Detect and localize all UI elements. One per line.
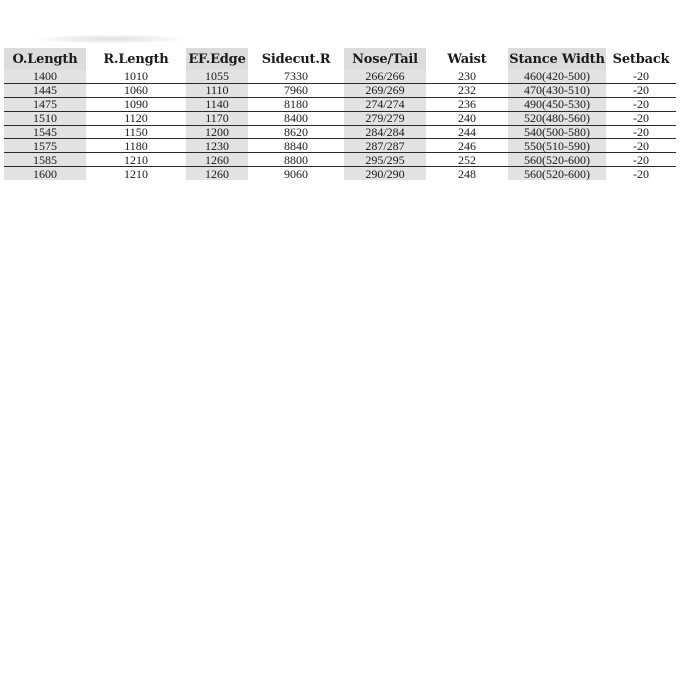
cell-stance-width: 520(480-560) xyxy=(508,111,606,125)
cell-stance-width: 460(420-500) xyxy=(508,70,606,83)
cell-waist: 240 xyxy=(426,111,508,125)
cell-ef-edge: 1055 xyxy=(186,70,248,83)
cell-o-length: 1600 xyxy=(4,167,86,180)
cell-waist: 248 xyxy=(458,166,476,181)
cell-setback: -20 xyxy=(606,111,676,125)
cell-waist: 246 xyxy=(426,139,508,153)
header-o-length: O.Length xyxy=(4,48,86,70)
cell-stance-width: 550(510-590) xyxy=(508,139,606,153)
cell-setback: -20 xyxy=(606,153,676,167)
table-row xyxy=(4,111,676,125)
table-row xyxy=(4,153,676,167)
cell-waist: 252 xyxy=(426,153,508,167)
cell-waist: 236 xyxy=(426,97,508,111)
table-row xyxy=(4,97,676,111)
cell-waist: 230 xyxy=(426,70,508,83)
header-stance-width: Stance Width xyxy=(508,48,606,70)
cell-setback: -20 xyxy=(606,125,676,139)
cell-o-length: 1445 xyxy=(4,83,86,97)
cell-nose-tail: 269/269 xyxy=(344,83,426,97)
cell-o-length: 1585 xyxy=(4,153,86,167)
header-ef-edge: EF.Edge xyxy=(186,48,248,70)
cell-r-length: 1210 xyxy=(86,153,186,167)
cell-o-length: 1575 xyxy=(4,139,86,153)
cell-o-length: 1400 xyxy=(4,70,86,83)
table-row xyxy=(4,83,676,97)
cell-r-length: 1150 xyxy=(86,125,186,139)
table-row xyxy=(4,139,676,153)
cell-o-length: 1475 xyxy=(4,97,86,111)
table-body xyxy=(4,70,676,180)
cell-waist: 232 xyxy=(426,83,508,97)
cell-setback: -20 xyxy=(606,139,676,153)
cell-setback: -20 xyxy=(606,83,676,97)
cell-r-length: 1090 xyxy=(86,97,186,111)
cell-sidecut-r: 8400 xyxy=(248,111,344,125)
cell-ef-edge: 1140 xyxy=(186,97,248,111)
cell-r-length: 1010 xyxy=(86,70,186,83)
cell-waist: 244 xyxy=(426,125,508,139)
cell-ef-edge: 1110 xyxy=(186,83,248,97)
cell-sidecut-r: 8800 xyxy=(248,153,344,167)
header-nose-tail: Nose/Tail xyxy=(344,48,426,70)
cell-r-length: 1180 xyxy=(86,139,186,153)
cell-nose-tail: 266/266 xyxy=(344,70,426,83)
cell-o-length: 1510 xyxy=(4,111,86,125)
cell-nose-tail: 274/274 xyxy=(344,97,426,111)
cell-ef-edge: 1230 xyxy=(186,139,248,153)
cell-sidecut-r: 8180 xyxy=(248,97,344,111)
header-sidecut-r: Sidecut.R xyxy=(261,51,331,67)
cell-stance-width: 540(500-580) xyxy=(508,125,606,139)
cell-o-length: 1545 xyxy=(4,125,86,139)
cell-stance-width: 490(450-530) xyxy=(508,97,606,111)
cell-stance-width: 560(520-600) xyxy=(508,153,606,167)
cell-sidecut-r: 8620 xyxy=(248,125,344,139)
header-setback: Setback xyxy=(612,51,670,67)
cell-setback: -20 xyxy=(633,166,649,181)
header-row xyxy=(4,48,676,70)
cell-setback: -20 xyxy=(606,70,676,83)
header-r-length: R.Length xyxy=(103,51,169,67)
cell-r-length: 1120 xyxy=(86,111,186,125)
cell-nose-tail: 279/279 xyxy=(344,111,426,125)
cell-stance-width: 560(520-600) xyxy=(508,167,606,180)
cell-nose-tail: 284/284 xyxy=(344,125,426,139)
table-row xyxy=(4,70,676,83)
decorative-smudge xyxy=(30,34,190,44)
cell-stance-width: 470(430-510) xyxy=(508,83,606,97)
cell-nose-tail: 287/287 xyxy=(344,139,426,153)
header-waist: Waist xyxy=(447,51,487,67)
table-row xyxy=(4,167,676,180)
cell-ef-edge: 1260 xyxy=(186,153,248,167)
cell-sidecut-r: 8840 xyxy=(248,139,344,153)
spec-table xyxy=(4,48,676,180)
cell-ef-edge: 1260 xyxy=(186,167,248,180)
cell-r-length: 1210 xyxy=(124,166,148,181)
table-row xyxy=(4,125,676,139)
cell-nose-tail: 290/290 xyxy=(344,167,426,180)
cell-r-length: 1060 xyxy=(86,83,186,97)
cell-ef-edge: 1200 xyxy=(186,125,248,139)
cell-ef-edge: 1170 xyxy=(186,111,248,125)
cell-sidecut-r: 7960 xyxy=(248,83,344,97)
cell-sidecut-r: 9060 xyxy=(284,166,308,181)
cell-setback: -20 xyxy=(606,97,676,111)
cell-sidecut-r: 7330 xyxy=(248,70,344,83)
cell-nose-tail: 295/295 xyxy=(344,153,426,167)
